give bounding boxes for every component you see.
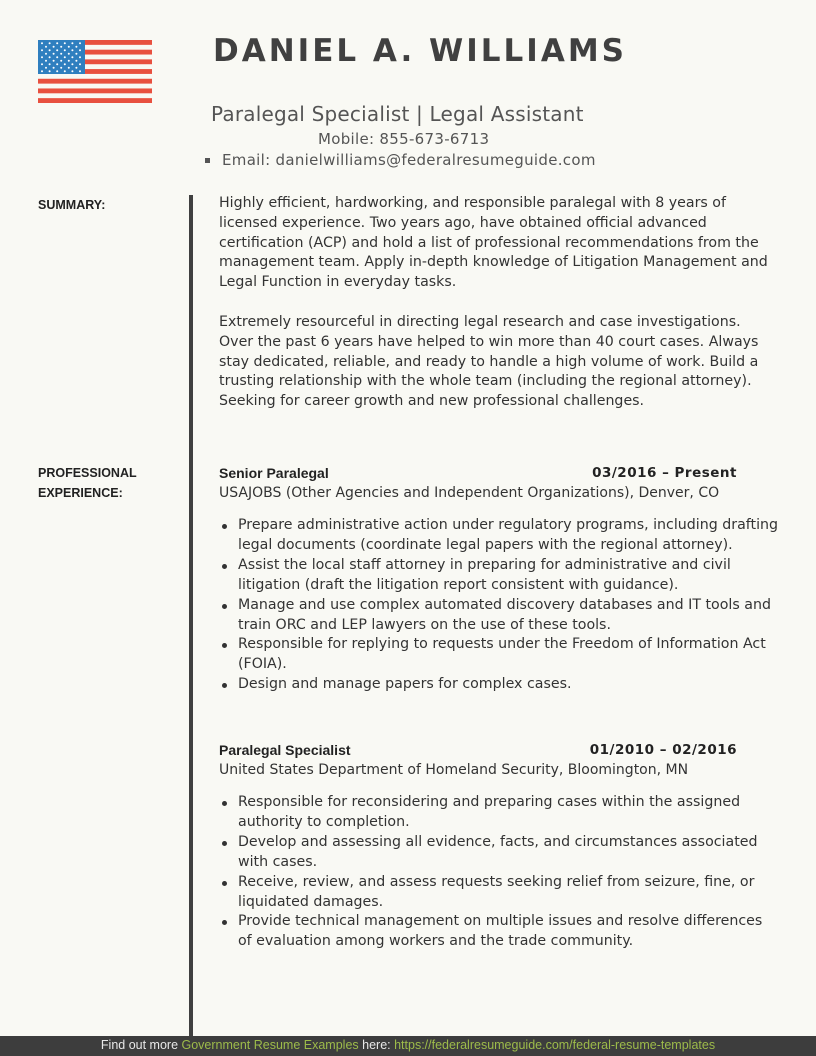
flag-star bbox=[64, 70, 66, 72]
experience-label-line1: PROFESSIONAL bbox=[38, 466, 137, 480]
list-item: Design and manage papers for complex cases. bbox=[219, 675, 779, 695]
flag-star bbox=[41, 42, 43, 44]
list-item: Responsible for reconsidering and preparing cases within the assigned authority to completion. bbox=[219, 793, 779, 833]
flag-star bbox=[79, 63, 81, 65]
flag-star bbox=[64, 63, 66, 65]
flag-star bbox=[41, 70, 43, 72]
job-duties-list bbox=[219, 793, 779, 952]
flag-star bbox=[64, 56, 66, 58]
flag-star bbox=[56, 56, 58, 58]
experience-label-line2: EXPERIENCE: bbox=[38, 486, 123, 500]
flag-star bbox=[68, 60, 70, 62]
flag-star bbox=[53, 60, 55, 62]
job-duties-list bbox=[219, 516, 779, 695]
flag-star bbox=[68, 67, 70, 69]
headline: Paralegal Specialist | Legal Assistant bbox=[211, 102, 584, 126]
flag-star bbox=[49, 42, 51, 44]
list-item: Prepare administrative action under regulatory programs, including drafting legal documents (coordinate legal papers with the regional attorney). bbox=[219, 516, 779, 556]
footer-bar bbox=[0, 1036, 816, 1056]
flag-star bbox=[49, 70, 51, 72]
bullet-square-icon bbox=[205, 158, 210, 163]
flag-star bbox=[79, 42, 81, 44]
flag-star bbox=[75, 60, 77, 62]
flag-star bbox=[53, 53, 55, 55]
flag-star bbox=[41, 63, 43, 65]
flag-star bbox=[41, 56, 43, 58]
footer-examples-link[interactable]: Government Resume Examples bbox=[181, 1038, 359, 1052]
footer-prefix: Find out more bbox=[100, 1038, 182, 1052]
flag-star bbox=[49, 56, 51, 58]
flag-star bbox=[71, 56, 73, 58]
list-item: Manage and use complex automated discovery databases and IT tools and train ORC and LEP lawyers on the use of these tools. bbox=[219, 596, 779, 636]
job-organization: USAJOBS (Other Agencies and Independent Organizations), Denver, CO bbox=[219, 485, 720, 501]
job-title: Senior Paralegal bbox=[219, 465, 329, 481]
email-line bbox=[205, 151, 596, 169]
summary-label: SUMMARY: bbox=[38, 198, 106, 212]
flag-star bbox=[68, 53, 70, 55]
footer-middle: here: bbox=[358, 1038, 395, 1052]
job-entry bbox=[219, 463, 779, 695]
flag-star bbox=[45, 60, 47, 62]
flag-star bbox=[60, 53, 62, 55]
flag-stripe bbox=[38, 79, 152, 84]
list-item: Responsible for replying to requests under the Freedom of Information Act (FOIA). bbox=[219, 635, 779, 675]
flag-star bbox=[45, 67, 47, 69]
flag-stripe bbox=[38, 98, 152, 103]
experience-label bbox=[38, 463, 137, 503]
candidate-name: DANIEL A. WILLIAMS bbox=[213, 33, 627, 69]
list-item: Receive, review, and assess requests seeking relief from seizure, fine, or liquidated damages. bbox=[219, 873, 779, 913]
job-header bbox=[219, 740, 737, 760]
flag-star bbox=[60, 60, 62, 62]
flag-star bbox=[79, 70, 81, 72]
flag-star bbox=[60, 46, 62, 48]
footer-url-link[interactable]: https://federalresumeguide.com/federal-resume-templates bbox=[394, 1038, 716, 1052]
job-dates: 01/2010 – 02/2016 bbox=[589, 742, 737, 758]
flag-star bbox=[64, 49, 66, 51]
job-title: Paralegal Specialist bbox=[219, 742, 351, 758]
flag-star bbox=[56, 70, 58, 72]
email-address[interactable]: Email: danielwilliams@federalresumeguide.com bbox=[222, 151, 596, 169]
mobile-phone: Mobile: 855-673-6713 bbox=[318, 130, 490, 148]
summary-paragraph: Extremely resourceful in directing legal research and case investigations. Over the past 6 years have helped to win more than 40 court cases. Always stay dedicated, reliable, and ready to handle a high volume of work. Build a trusting relationship with the whole team (including the regional attorney). Seeking for career growth and new professional challenges. bbox=[219, 313, 759, 410]
flag-star bbox=[75, 67, 77, 69]
us-flag-icon bbox=[38, 40, 152, 103]
flag-star bbox=[71, 49, 73, 51]
flag-star bbox=[49, 49, 51, 51]
flag-star bbox=[41, 49, 43, 51]
job-organization: United States Department of Homeland Security, Bloomington, MN bbox=[219, 762, 689, 778]
flag-star bbox=[56, 63, 58, 65]
list-item: Develop and assessing all evidence, facts, and circumstances associated with cases. bbox=[219, 833, 779, 873]
flag-star bbox=[56, 49, 58, 51]
flag-star bbox=[45, 46, 47, 48]
flag-star bbox=[60, 67, 62, 69]
flag-star bbox=[75, 46, 77, 48]
flag-star bbox=[49, 63, 51, 65]
job-entry bbox=[219, 740, 779, 952]
flag-star bbox=[68, 46, 70, 48]
summary-paragraph: Highly efficient, hardworking, and responsible paralegal with 8 years of licensed experience. Two years ago, have obtained official advanced certification (ACP) and hold a list of professional recommendations from the management team. Apply in-depth knowledge of Litigation Management and Legal Function in everyday tasks. bbox=[219, 195, 768, 291]
job-header bbox=[219, 463, 737, 483]
flag-star bbox=[53, 67, 55, 69]
summary-section bbox=[219, 194, 779, 432]
flag-star bbox=[75, 53, 77, 55]
job-dates: 03/2016 – Present bbox=[592, 465, 737, 481]
flag-star bbox=[71, 63, 73, 65]
flag-star bbox=[79, 56, 81, 58]
flag-star bbox=[53, 46, 55, 48]
flag-star bbox=[56, 42, 58, 44]
flag-star bbox=[64, 42, 66, 44]
flag-star bbox=[71, 70, 73, 72]
list-item: Provide technical management on multiple issues and resolve differences of evaluation among workers and the trade community. bbox=[219, 912, 779, 952]
flag-star bbox=[79, 49, 81, 51]
vertical-divider bbox=[189, 195, 193, 1040]
flag-star bbox=[71, 42, 73, 44]
flag-stripe bbox=[38, 88, 152, 93]
list-item: Assist the local staff attorney in preparing for administrative and civil litigation (draft the litigation report consistent with guidance). bbox=[219, 556, 779, 596]
flag-star bbox=[45, 53, 47, 55]
